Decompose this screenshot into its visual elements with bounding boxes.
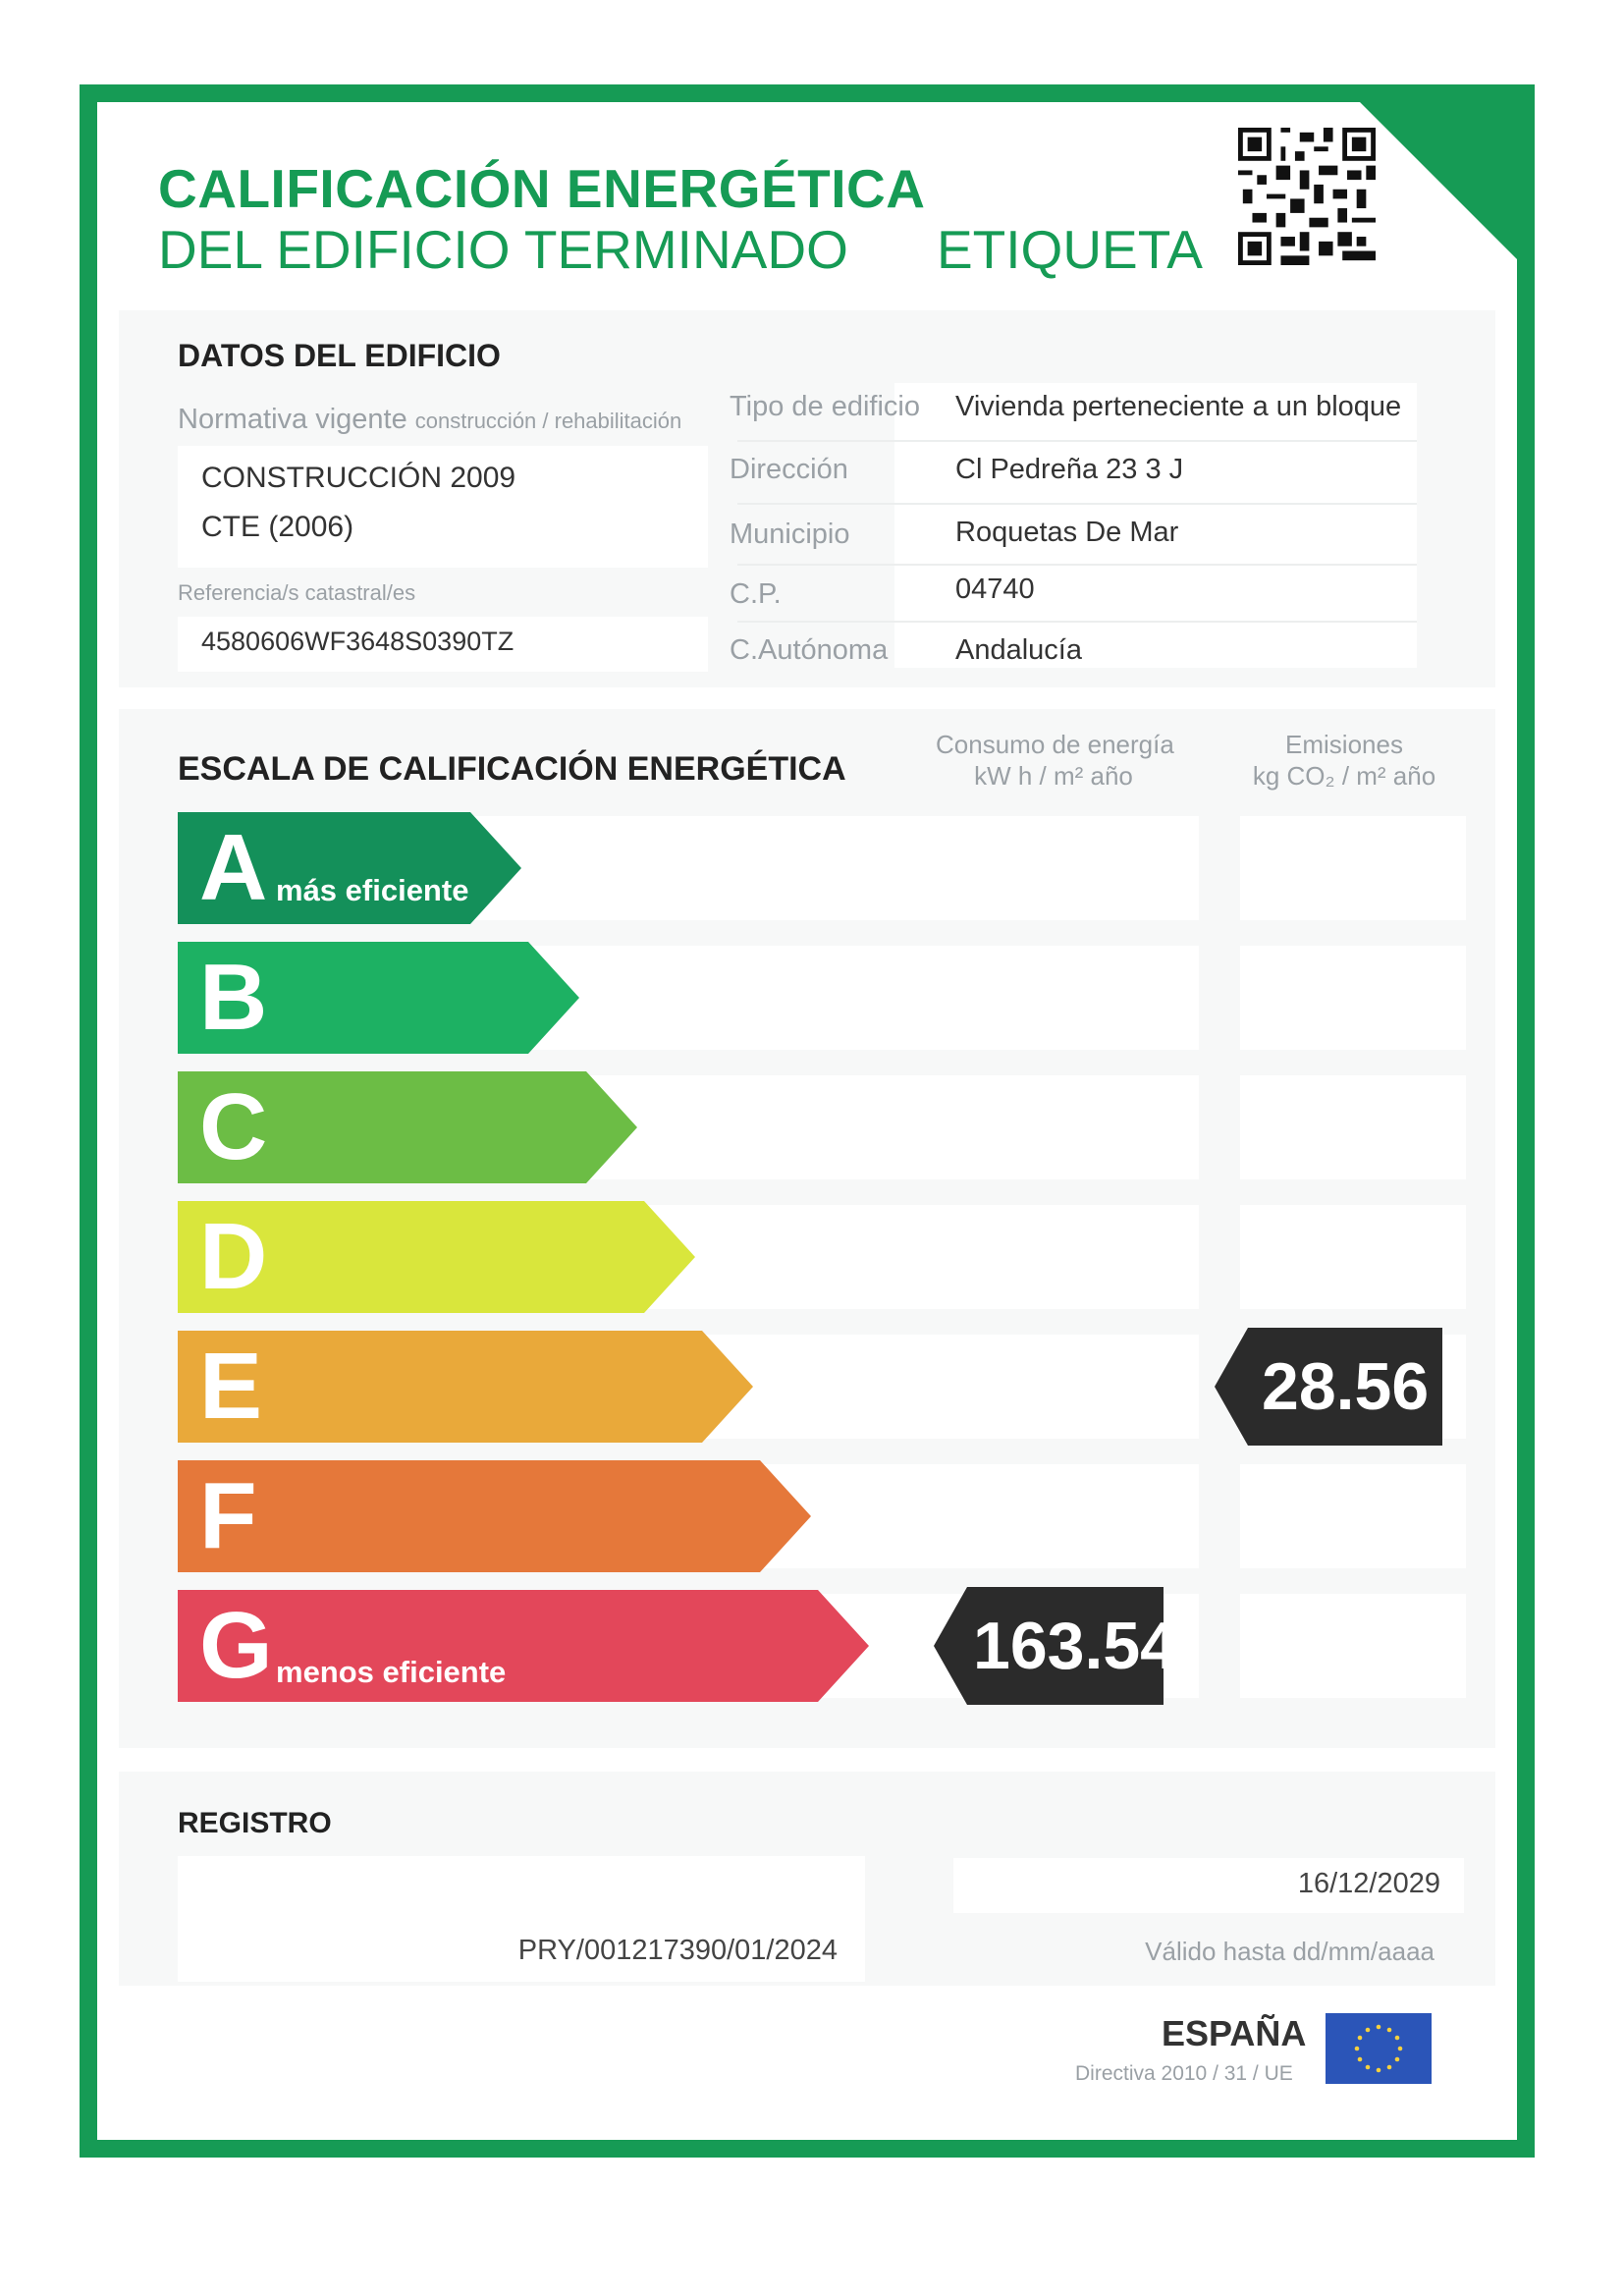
building-data-panel — [119, 310, 1495, 687]
emisiones-value-marker — [1215, 1328, 1442, 1446]
qr-code-icon — [1238, 128, 1376, 265]
normativa-label-text: Normativa vigente — [178, 404, 407, 435]
row-divider — [737, 440, 1417, 442]
consumo-value: 163.54 — [973, 1609, 1177, 1683]
normativa-line-1: CONSTRUCCIÓN 2009 — [201, 462, 516, 494]
normativa-line-2: CTE (2006) — [201, 511, 354, 543]
consumo-lane — [953, 1205, 1199, 1309]
consumo-lane — [953, 1464, 1199, 1568]
emisiones-header-line-1: Emisiones — [1285, 730, 1403, 759]
registro-number-box — [178, 1856, 865, 1982]
field-label-direccion: Dirección — [730, 454, 848, 485]
row-divider — [737, 564, 1417, 566]
field-value-cp: 04740 — [955, 574, 1035, 605]
normativa-box — [178, 446, 708, 568]
rating-sublabel: menos eficiente — [276, 1655, 507, 1689]
emisiones-header-line-2: kg CO₂ / m² año — [1252, 761, 1436, 791]
rating-letter: E — [199, 1334, 263, 1439]
normativa-label — [178, 404, 681, 436]
field-value-direccion: Cl Pedreña 23 3 J — [955, 454, 1184, 485]
rating-bar-f — [178, 1460, 811, 1572]
field-label-tipo: Tipo de edificio — [730, 391, 920, 422]
emisiones-lane — [1240, 816, 1466, 920]
rating-bar-g — [178, 1590, 869, 1702]
consumo-lane — [953, 816, 1199, 920]
registro-section-title: REGISTRO — [178, 1807, 332, 1839]
field-value-tipo: Vivienda perteneciente a un bloque — [955, 391, 1402, 422]
rating-letter: A — [199, 815, 268, 920]
rating-bar-c — [178, 1071, 637, 1183]
title-line-2: DEL EDIFICIO TERMINADO — [158, 219, 848, 280]
field-label-cp: C.P. — [730, 578, 782, 610]
row-divider — [737, 503, 1417, 505]
rating-bar-d — [178, 1201, 695, 1313]
catastral-box — [178, 617, 708, 672]
rating-letter: B — [199, 945, 268, 1050]
emisiones-lane — [1240, 1075, 1466, 1179]
scale-section-title: ESCALA DE CALIFICACIÓN ENERGÉTICA — [178, 750, 846, 788]
consumo-lane — [953, 946, 1199, 1050]
consumo-lane — [953, 1335, 1199, 1439]
emisiones-lane — [1240, 1594, 1466, 1698]
field-value-municipio: Roquetas De Mar — [955, 517, 1179, 548]
valid-date-box — [953, 1858, 1464, 1913]
rating-letter: F — [199, 1463, 257, 1568]
emisiones-value: 28.56 — [1262, 1349, 1430, 1424]
rating-letter: D — [199, 1204, 268, 1309]
eu-flag-icon — [1326, 2013, 1432, 2084]
field-label-municipio: Municipio — [730, 519, 850, 550]
field-value-autonoma: Andalucía — [955, 634, 1082, 666]
certificate-body — [97, 102, 1517, 2140]
emisiones-header — [1236, 729, 1452, 792]
consumo-header-line-2: kW h / m² año — [974, 761, 1133, 791]
country-label: ESPAÑA — [1162, 2013, 1307, 2053]
etiqueta-label: ETIQUETA — [937, 219, 1203, 280]
building-section-title: DATOS DEL EDIFICIO — [178, 338, 501, 373]
registro-number: PRY/001217390/01/2024 — [517, 1935, 838, 1966]
consumo-header — [936, 729, 1174, 792]
emisiones-lane — [1240, 946, 1466, 1050]
corner-fold — [1360, 102, 1517, 259]
certificate-frame — [80, 84, 1535, 2158]
rating-letter: G — [199, 1593, 273, 1698]
title-line-1: CALIFICACIÓN ENERGÉTICA — [158, 158, 926, 219]
rating-scale-panel — [119, 709, 1495, 1748]
emisiones-lane — [1240, 1464, 1466, 1568]
consumo-value-marker — [934, 1587, 1177, 1705]
consumo-lane — [953, 1075, 1199, 1179]
registro-panel — [119, 1772, 1495, 1986]
row-divider — [737, 621, 1417, 623]
catastral-label: Referencia/s catastral/es — [178, 580, 416, 605]
rating-bar-b — [178, 942, 579, 1054]
rating-letter: C — [199, 1074, 268, 1179]
emisiones-lane — [1240, 1205, 1466, 1309]
directive-label: Directiva 2010 / 31 / UE — [1075, 2062, 1293, 2085]
field-label-autonoma: C.Autónoma — [730, 634, 889, 666]
catastral-value: 4580606WF3648S0390TZ — [201, 627, 514, 656]
valid-date: 16/12/2029 — [1297, 1868, 1440, 1899]
normativa-sublabel: construcción / rehabilitación — [414, 409, 682, 433]
rating-bar-a — [178, 812, 521, 924]
rating-sublabel: más eficiente — [276, 873, 469, 907]
consumo-header-line-1: Consumo de energía — [936, 730, 1174, 759]
valid-label: Válido hasta dd/mm/aaaa — [1145, 1937, 1435, 1966]
rating-bar-e — [178, 1331, 753, 1443]
rating-arrow-shape — [178, 1460, 811, 1572]
rating-arrow-shape — [178, 1331, 753, 1443]
